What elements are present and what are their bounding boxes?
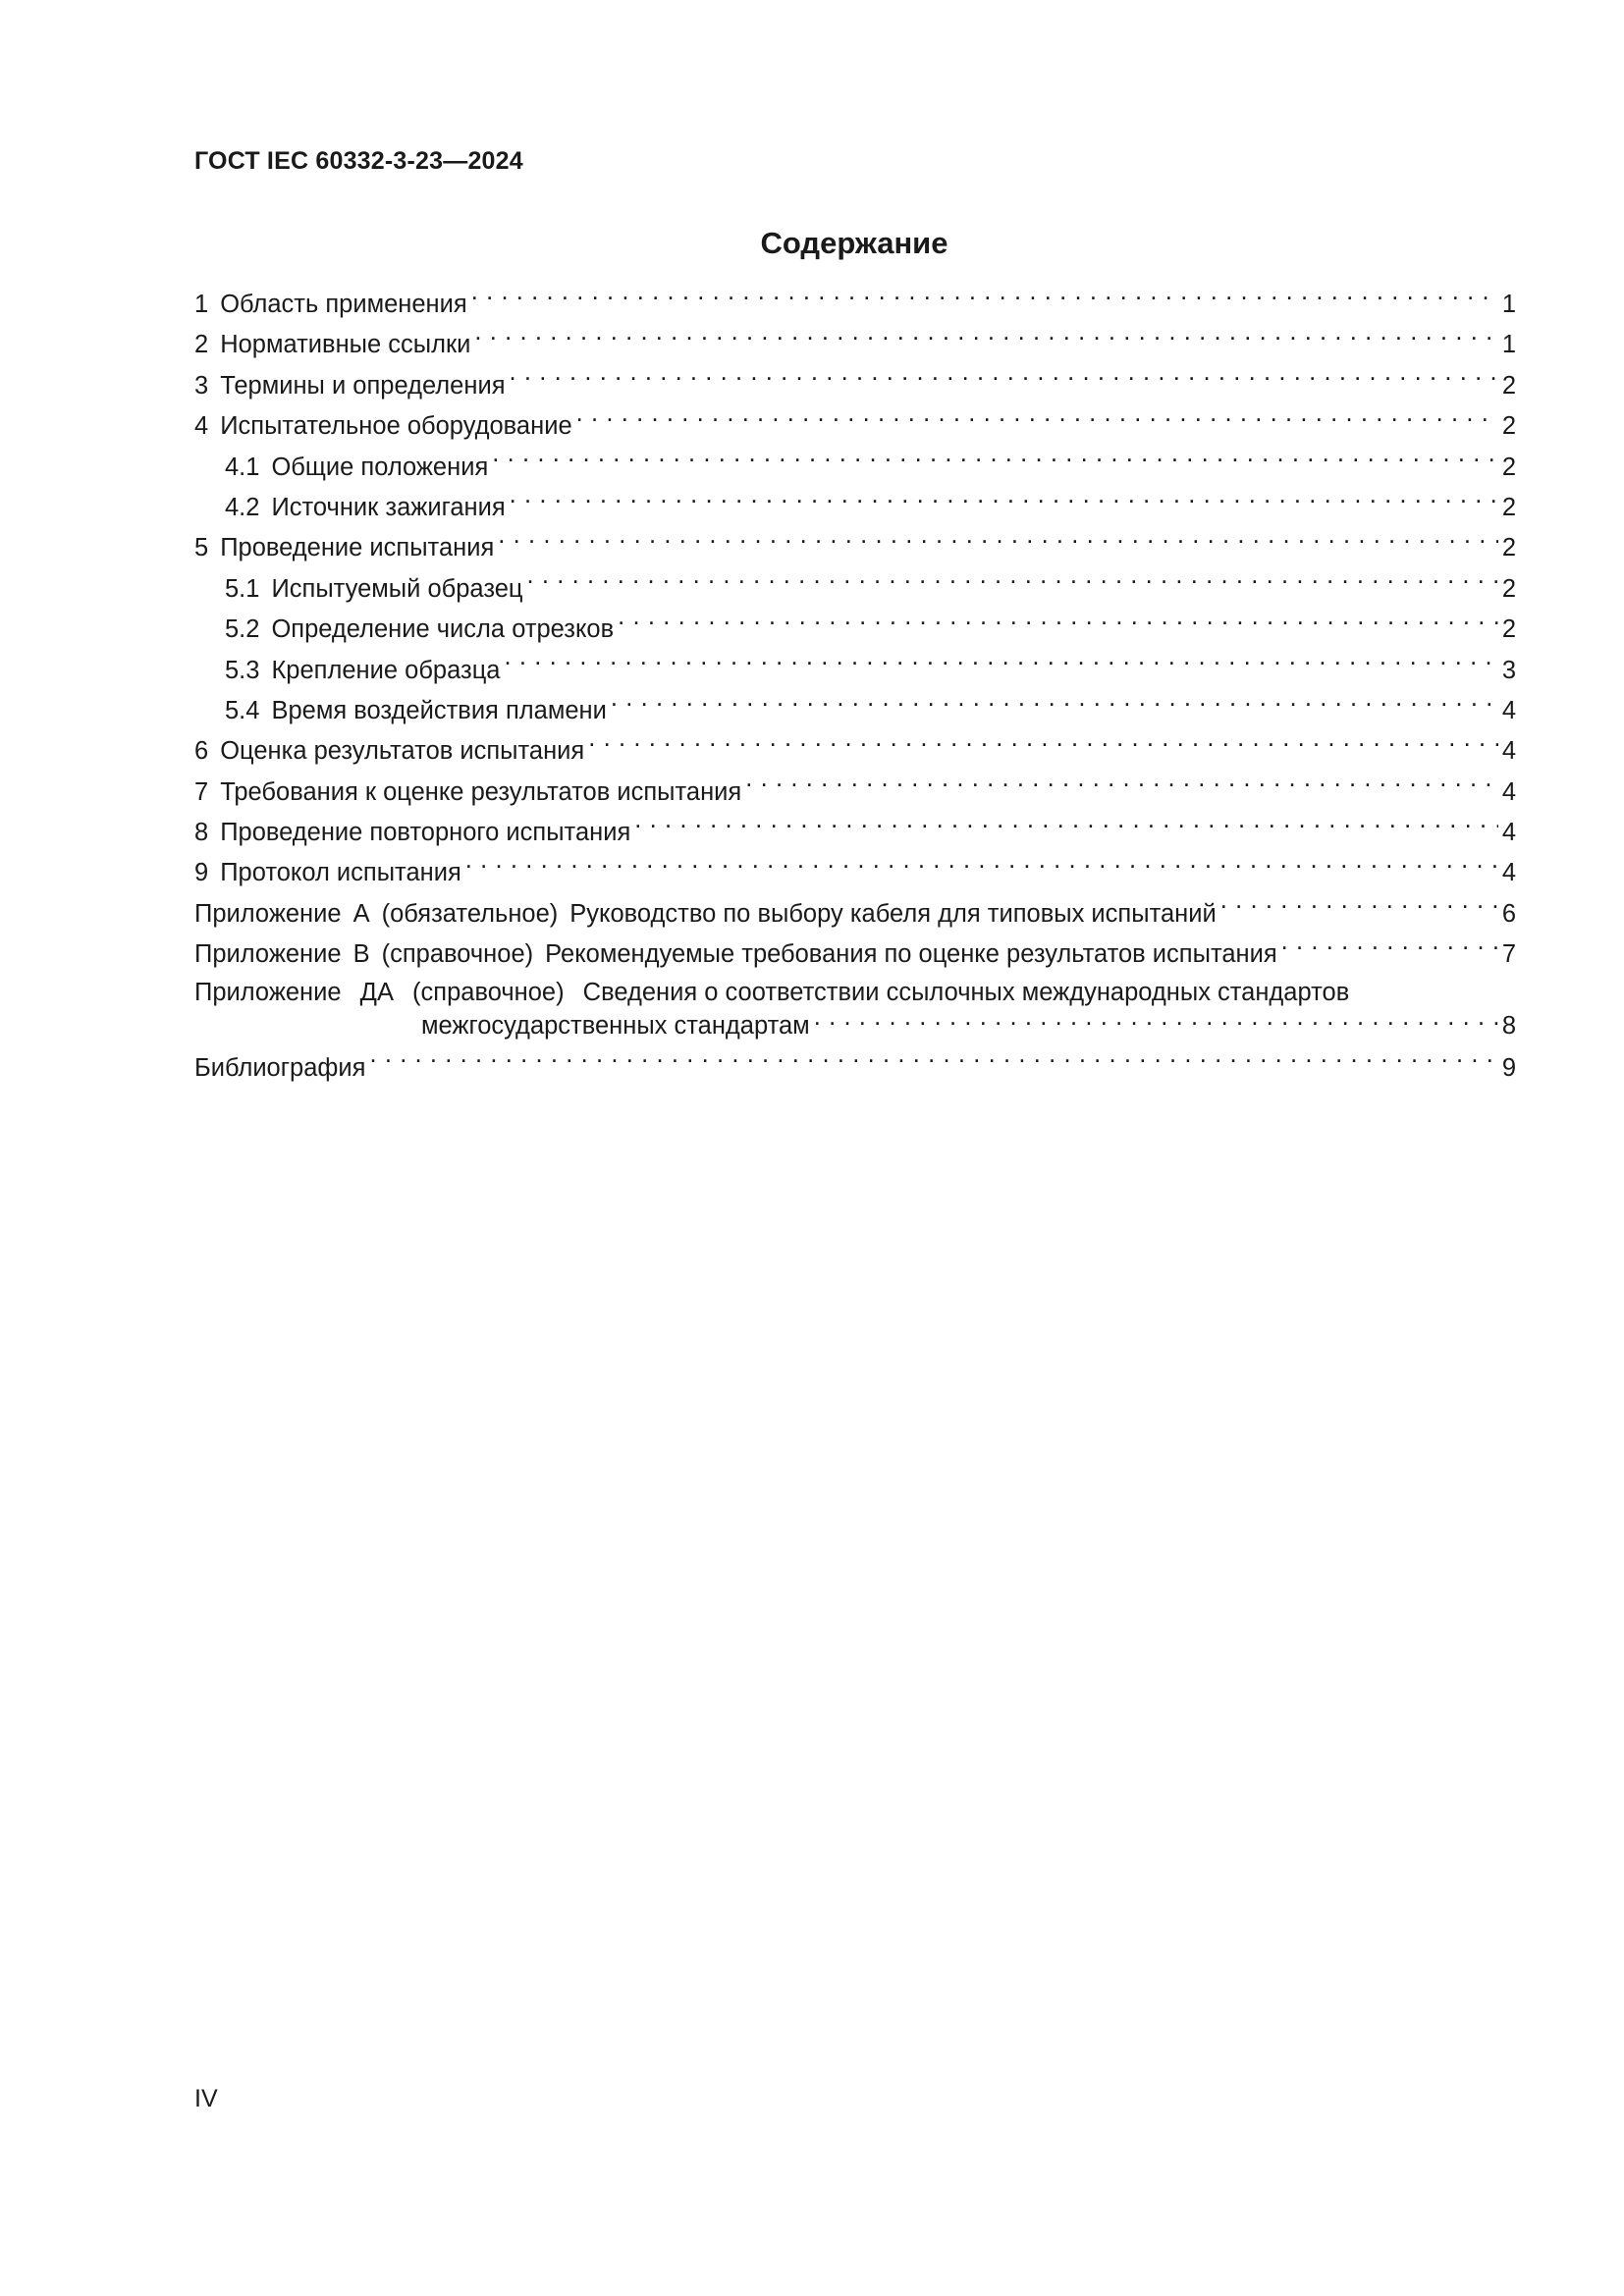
toc-subentry[interactable] <box>194 691 1516 731</box>
toc-entry-number: 9 <box>194 859 209 887</box>
toc-entry-number: 5.4 <box>225 696 260 724</box>
toc-entry[interactable] <box>194 731 1516 772</box>
toc-annex-entry[interactable] <box>194 934 1516 975</box>
toc-entry-number: 4.1 <box>225 453 260 481</box>
dot-leader <box>504 653 1497 678</box>
dot-leader <box>369 1050 1497 1076</box>
toc-entry-number: 4.2 <box>225 493 260 521</box>
toc-annex-entry[interactable] <box>194 894 1516 934</box>
toc-entry[interactable] <box>194 285 1516 325</box>
toc-subentry[interactable] <box>194 610 1516 650</box>
toc-entry-page: 1 <box>1501 291 1516 318</box>
dot-leader <box>588 734 1498 760</box>
dot-leader <box>814 1009 1498 1035</box>
dot-leader <box>1281 937 1498 963</box>
toc-entry-page: 4 <box>1501 737 1516 766</box>
toc-title: Содержание <box>760 226 948 260</box>
dot-leader <box>510 490 1498 515</box>
toc-entry-number: 1 <box>194 291 209 318</box>
page-number: IV <box>194 2085 218 2112</box>
toc-entry-number: 3 <box>194 371 209 400</box>
toc-entry-text: Крепление образца <box>271 656 501 684</box>
toc-entry-page: 4 <box>1501 819 1516 847</box>
annex-label: Приложение <box>194 978 342 1006</box>
toc-entry-page: 2 <box>1501 574 1516 603</box>
toc-entry-number: 6 <box>194 737 209 766</box>
toc-entry[interactable] <box>194 528 1516 568</box>
annex-letter: ДА <box>359 978 394 1006</box>
annex-letter: В <box>352 940 370 969</box>
toc-subentry[interactable] <box>194 569 1516 610</box>
toc-entry-text: Испытательное оборудование <box>220 412 572 441</box>
toc-entry-text: Термины и определения <box>220 371 506 400</box>
toc-entry-page: 8 <box>1501 1012 1516 1041</box>
toc-annex-entry[interactable] <box>194 976 1516 1048</box>
annex-kind: (справочное) <box>412 978 565 1006</box>
dot-leader <box>611 693 1498 719</box>
toc-entry[interactable] <box>194 366 1516 406</box>
toc-entry-text: Область применения <box>220 291 467 318</box>
toc-entry[interactable] <box>194 813 1516 853</box>
annex-label: Приложение <box>194 899 342 928</box>
toc-entry-page: 2 <box>1501 453 1516 481</box>
dot-leader <box>492 450 1498 475</box>
toc-entry[interactable] <box>194 773 1516 813</box>
toc-entry-number: 4 <box>194 412 209 441</box>
toc-entry-page: 3 <box>1501 656 1516 684</box>
dot-leader <box>634 816 1498 841</box>
dot-leader <box>474 328 1497 353</box>
toc-entry-page: 2 <box>1501 493 1516 521</box>
toc-entry-page: 6 <box>1501 899 1516 928</box>
annex-letter: А <box>352 899 370 928</box>
toc-entry-text: Оценка результатов испытания <box>220 737 585 766</box>
toc-entry-text: Требования к оценке результатов испытания <box>220 777 742 806</box>
toc-entry[interactable] <box>194 853 1516 893</box>
toc-entry-page: 2 <box>1501 615 1516 644</box>
annex-title: Сведения о соответствии ссылочных международных стандартов <box>582 978 1350 1006</box>
toc-entry-text: Проведение повторного испытания <box>220 819 631 847</box>
dot-leader <box>465 856 1498 881</box>
toc-entry[interactable] <box>194 325 1516 365</box>
toc-subentry[interactable] <box>194 488 1516 528</box>
annex-title: Руководство по выбору кабеля для типовых испытаний <box>569 899 1217 928</box>
table-of-contents <box>194 285 1516 1089</box>
dot-leader <box>527 571 1498 597</box>
annex-kind: (справочное) <box>381 940 534 969</box>
toc-entry-text: Общие положения <box>271 453 489 481</box>
toc-entry-page: 4 <box>1501 777 1516 806</box>
toc-entry-page: 1 <box>1501 331 1516 359</box>
toc-entry-text: Протокол испытания <box>220 859 461 887</box>
toc-entry-page: 2 <box>1501 534 1516 562</box>
toc-entry-page: 4 <box>1501 696 1516 724</box>
toc-entry-text: Испытуемый образец <box>271 574 523 603</box>
toc-entry-page: 2 <box>1501 412 1516 441</box>
toc-subentry[interactable] <box>194 651 1516 691</box>
toc-entry-number: 5.3 <box>225 656 260 684</box>
document-code: ГОСТ IEC 60332-3-23—2024 <box>194 147 523 175</box>
toc-entry-text: Библиография <box>194 1053 366 1082</box>
dot-leader <box>1220 896 1498 922</box>
toc-entry-text: Нормативные ссылки <box>220 331 471 359</box>
dot-leader <box>498 531 1498 557</box>
toc-subentry[interactable] <box>194 448 1516 488</box>
toc-entry-number: 7 <box>194 777 209 806</box>
annex-title-continued: межгосударственных стандартам <box>421 1012 810 1041</box>
toc-entry-number: 2 <box>194 331 209 359</box>
dot-leader <box>576 409 1498 435</box>
toc-entry-text: Источник зажигания <box>271 493 506 521</box>
toc-entry-text: Время воздействия пламени <box>271 696 607 724</box>
toc-entry-number: 5 <box>194 534 209 562</box>
annex-kind: (обязательное) <box>381 899 559 928</box>
toc-entry-number: 8 <box>194 819 209 847</box>
toc-entry-number: 5.1 <box>225 574 260 603</box>
toc-entry-text: Проведение испытания <box>220 534 495 562</box>
dot-leader <box>745 774 1498 800</box>
dot-leader <box>471 288 1498 313</box>
dot-leader <box>510 368 1498 394</box>
toc-bibliography-entry[interactable] <box>194 1048 1516 1089</box>
toc-entry-text: Определение числа отрезков <box>271 615 615 644</box>
toc-entry-page: 9 <box>1501 1053 1516 1082</box>
annex-title: Рекомендуемые требования по оценке результатов испытания <box>545 940 1277 969</box>
toc-entry-number: 5.2 <box>225 615 260 644</box>
toc-entry-page: 4 <box>1501 859 1516 887</box>
annex-label: Приложение <box>194 940 342 969</box>
toc-entry[interactable] <box>194 406 1516 447</box>
toc-entry-page: 2 <box>1501 371 1516 400</box>
dot-leader <box>618 613 1498 638</box>
toc-entry-page: 7 <box>1501 940 1516 969</box>
